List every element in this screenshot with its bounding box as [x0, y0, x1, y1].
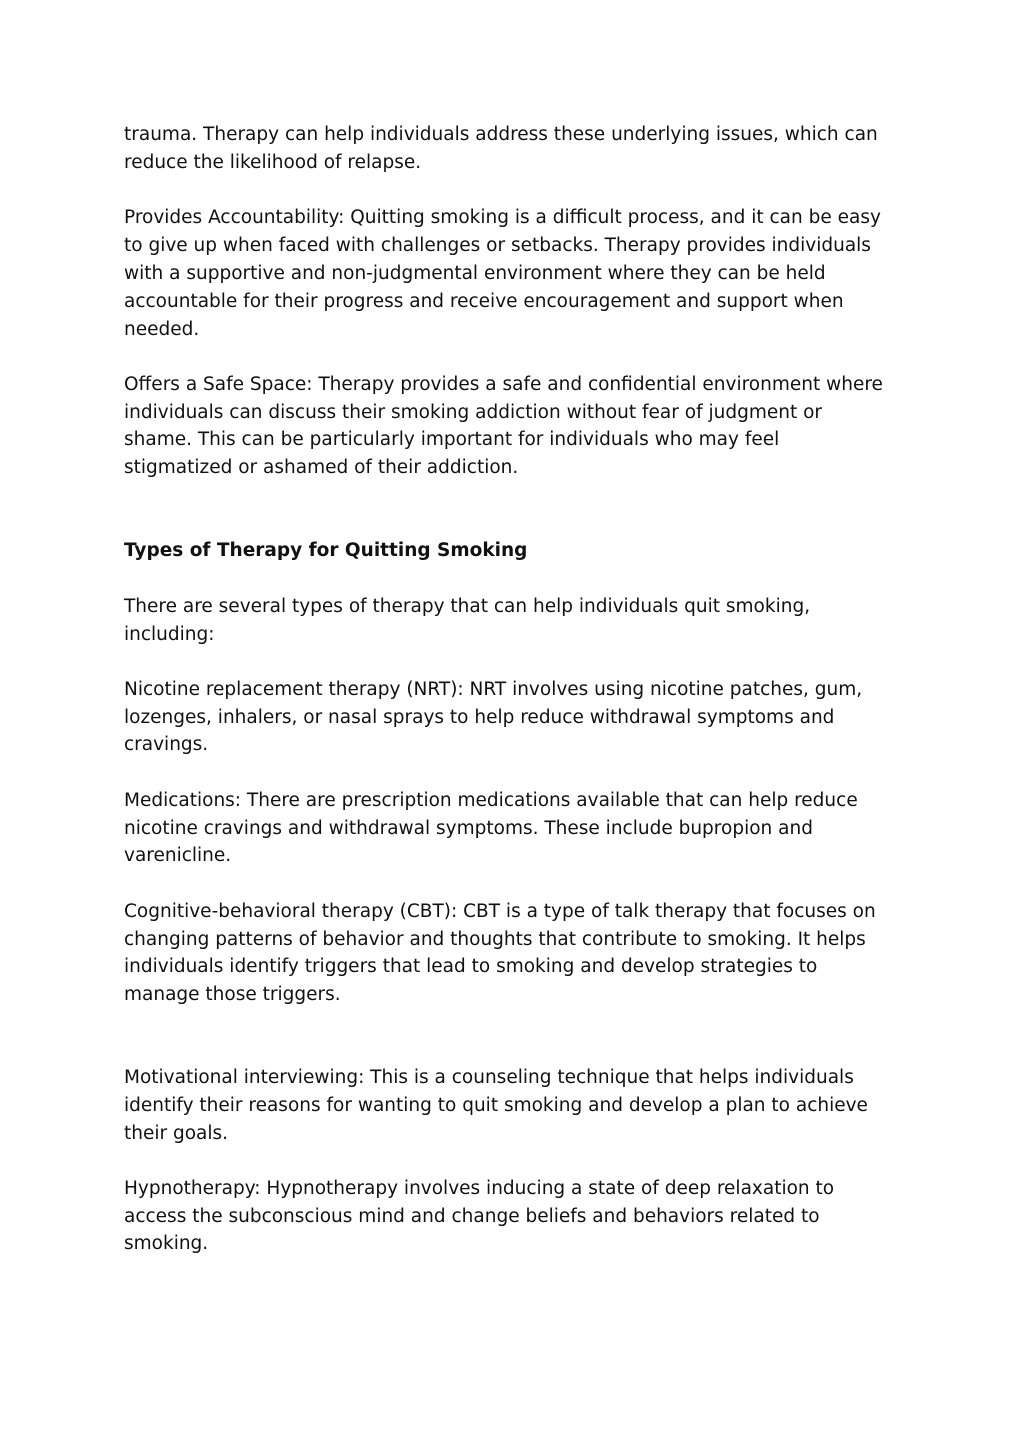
paragraph-line: reduce the likelihood of relapse.: [124, 152, 422, 173]
paragraph-line: lozenges, inhalers, or nasal sprays to help reduce withdrawal symptoms and: [124, 707, 835, 728]
paragraph-line: identify their reasons for wanting to quit smoking and develop a plan to achieve: [124, 1095, 868, 1116]
paragraph-line: access the subconscious mind and change beliefs and behaviors related to: [124, 1206, 820, 1227]
paragraph-line: needed.: [124, 319, 200, 340]
paragraph-line: nicotine cravings and withdrawal symptoms. These include bupropion and: [124, 818, 813, 839]
paragraph-line: manage those triggers.: [124, 984, 341, 1005]
paragraph-line: individuals can discuss their smoking addiction without fear of judgment or: [124, 402, 823, 423]
paragraph-line: their goals.: [124, 1123, 229, 1144]
paragraph-line: Cognitive-behavioral therapy (CBT): CBT is a type of talk therapy that focuses on: [124, 901, 876, 922]
paragraph-line: shame. This can be particularly important for individuals who may feel: [124, 429, 780, 450]
paragraph-line: stigmatized or ashamed of their addiction.: [124, 457, 519, 478]
paragraph-line: smoking.: [124, 1233, 209, 1254]
paragraph-line: changing patterns of behavior and thoughts that contribute to smoking. It helps: [124, 929, 866, 950]
paragraph-line: Medications: There are prescription medications available that can help reduce: [124, 790, 858, 811]
paragraph-line: Motivational interviewing: This is a counseling technique that helps individuals: [124, 1067, 854, 1088]
paragraph-line: There are several types of therapy that can help individuals quit smoking,: [124, 596, 811, 617]
paragraph-line: accountable for their progress and receive encouragement and support when: [124, 291, 844, 312]
paragraph-line: Offers a Safe Space: Therapy provides a safe and confidential environment where: [124, 374, 883, 395]
paragraph-line: Provides Accountability: Quitting smoking is a difficult process, and it can be easy: [124, 207, 881, 228]
section-heading: Types of Therapy for Quitting Smoking: [124, 540, 528, 561]
paragraph-line: trauma. Therapy can help individuals address these underlying issues, which can: [124, 124, 878, 145]
paragraph-line: to give up when faced with challenges or setbacks. Therapy provides individuals: [124, 235, 871, 256]
paragraph-line: individuals identify triggers that lead to smoking and develop strategies to: [124, 956, 818, 977]
paragraph-line: varenicline.: [124, 845, 232, 866]
paragraph-line: including:: [124, 624, 215, 645]
paragraph-line: Nicotine replacement therapy (NRT): NRT involves using nicotine patches, gum,: [124, 679, 863, 700]
paragraph-line: Hypnotherapy: Hypnotherapy involves inducing a state of deep relaxation to: [124, 1178, 835, 1199]
paragraph-line: cravings.: [124, 734, 209, 755]
paragraph-line: with a supportive and non-judgmental environment where they can be held: [124, 263, 826, 284]
